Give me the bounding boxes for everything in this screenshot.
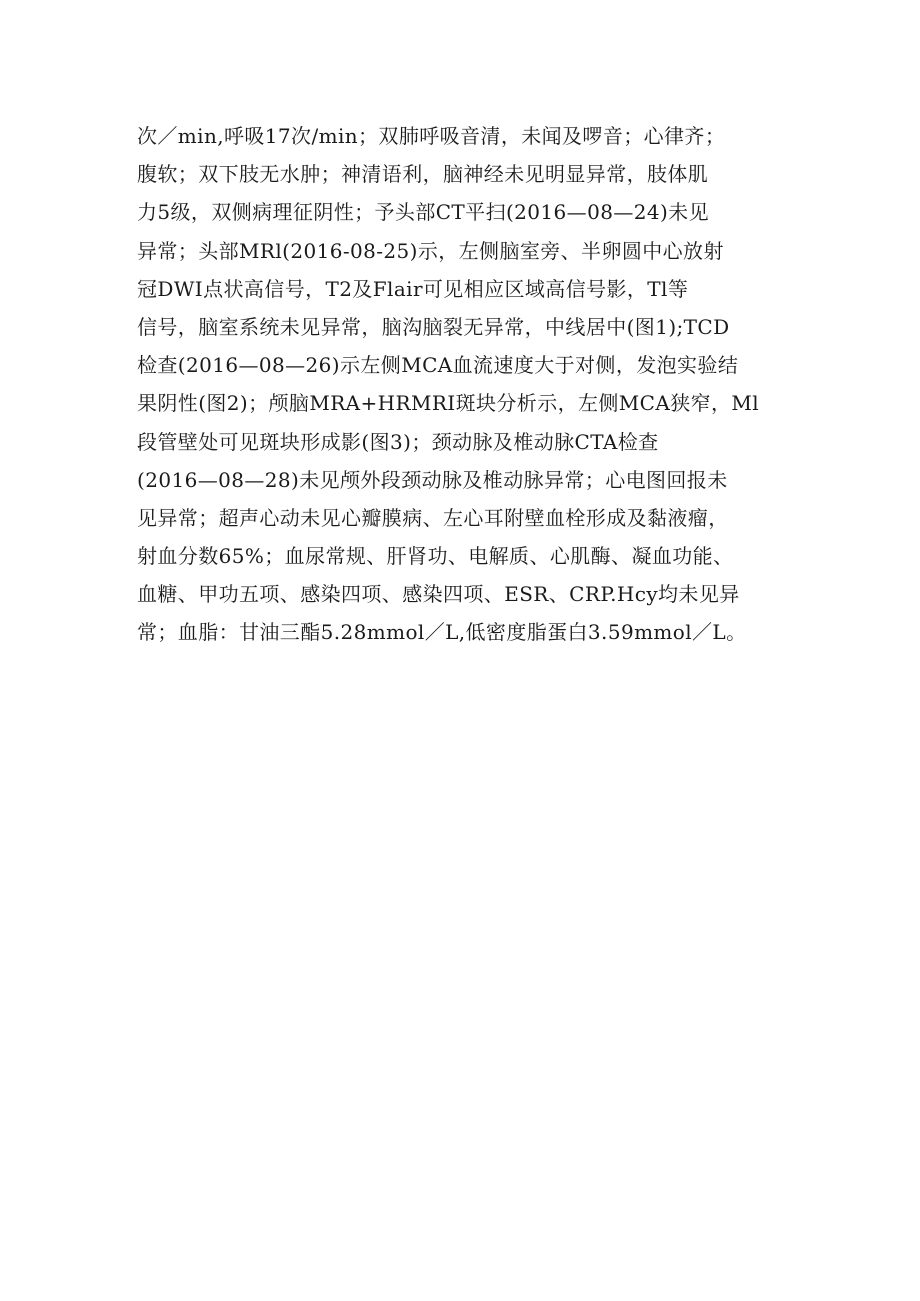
text-line-7: 检查(2016—08—26)示左侧MCA血流速度大于对侧，发泡实验结 [137,353,739,378]
text-line-6: 信号，脑室系统未见异常，脑沟脑裂无异常，中线居中(图1);TCD [137,314,730,339]
text-line-14: 常；血脂：甘油三酯5.28mmol／L,低密度脂蛋白3.59mmol／L。 [137,620,747,645]
text-line-12: 射血分数65%；血尿常规、肝肾功、电解质、心肌酶、凝血功能、 [137,544,734,569]
text-line-5: 冠DWI点状高信号，T2及Flair可见相应区域高信号影，Tl等 [137,276,689,301]
text-line-9: 段管壁处可见斑块形成影(图3)；颈动脉及椎动脉CTA检查 [137,429,659,454]
text-line-11: 见异常；超声心动未见心瓣膜病、左心耳附壁血栓形成及黏液瘤， [137,505,729,530]
text-line-3: 力5级，双侧病理征阴性；予头部CT平扫(2016—08—24)未见 [137,200,709,225]
text-line-4: 异常；头部MRl(2016-08-25)示，左侧脑室旁、半卵圆中心放射 [137,238,724,263]
text-line-2: 腹软；双下肢无水肿；神清语利，脑神经未见明显异常，肢体肌 [137,162,709,187]
text-line-8: 果阴性(图2)；颅脑MRA+HRMRI斑块分析示，左侧MCA狭窄，Ml [137,391,760,416]
text-line-1: 次／min,呼吸17次/min；双肺呼吸音清，未闻及啰音；心律齐； [137,124,726,148]
text-line-10: (2016—08—28)未见颅外段颈动脉及椎动脉异常；心电图回报未 [137,467,728,492]
paragraph [137,117,797,652]
text-line-13: 血糖、甲功五项、感染四项、感染四项、ESR、CRP.Hcy均未见异 [137,582,740,607]
